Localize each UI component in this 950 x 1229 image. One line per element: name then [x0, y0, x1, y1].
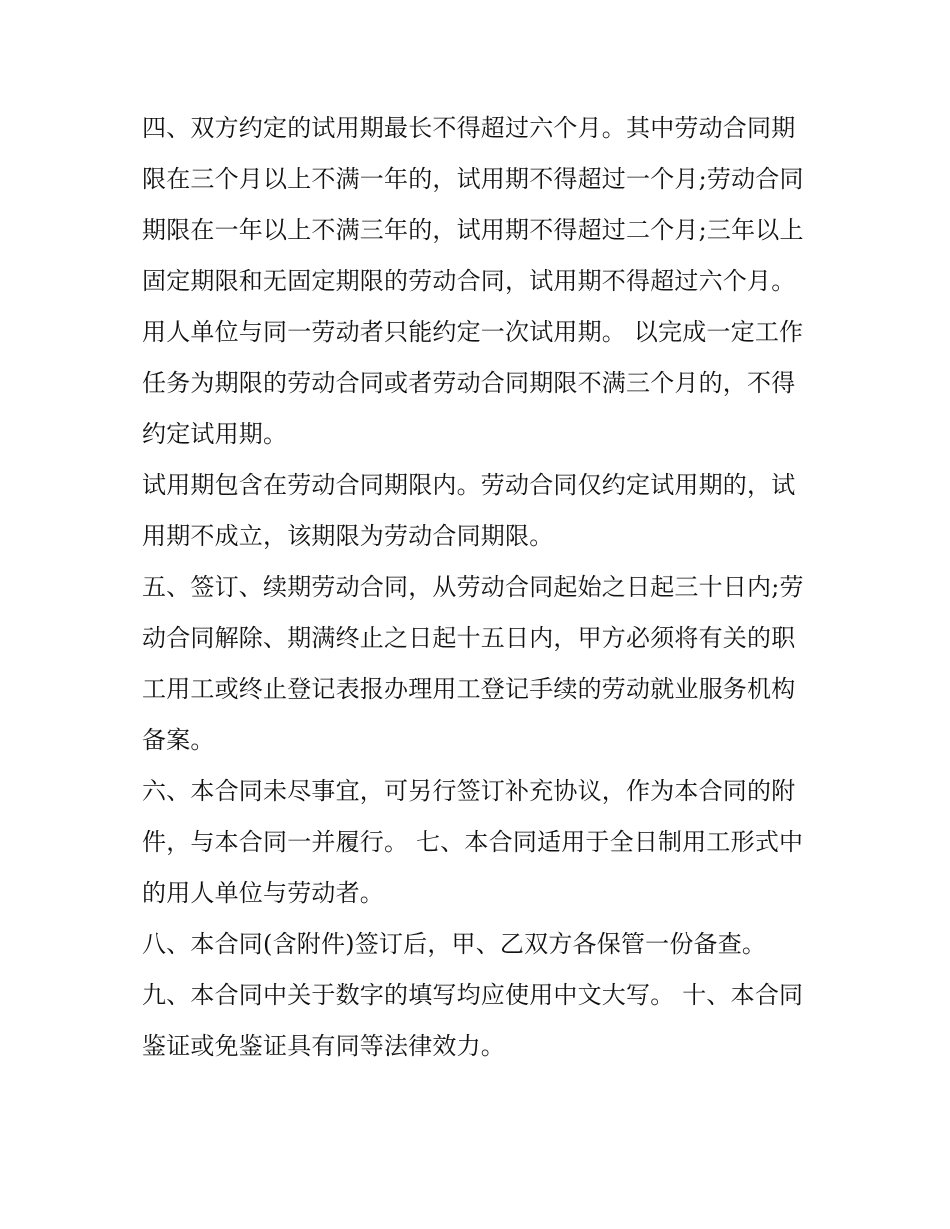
- paragraph-copies: 八、本合同(含附件)签订后，甲、乙双方各保管一份备查。: [142, 930, 767, 958]
- paragraph-supplementary: 六、本合同未尽事宜，可另行签订补充协议，作为本合同的附件，与本合同一并履行。 七、本合同适用于全日制用工形式中的用人单位与劳动者。: [142, 777, 804, 907]
- paragraph-numbers-validity: 九、本合同中关于数字的填写均应使用中文大写。 十、本合同鉴证或免鉴证具有同等法律效力。: [142, 981, 804, 1060]
- paragraph-probation-once: 用人单位与同一劳动者只能约定一次试用期。 以完成一定工作任务为期限的劳动合同或者劳动合同期限不满三个月的，不得约定试用期。: [142, 318, 804, 448]
- document-body: [142, 103, 814, 1072]
- paragraph-registration: 五、签订、续期劳动合同，从劳动合同起始之日起三十日内;劳动合同解除、期满终止之日起十五日内，甲方必须将有关的职工用工或终止登记表报办理用工登记手续的劳动就业服务机构备案。: [142, 573, 804, 754]
- paragraph-probation-included: 试用期包含在劳动合同期限内。劳动合同仅约定试用期的，试用期不成立，该期限为劳动合同期限。: [142, 471, 796, 550]
- paragraph-probation-max: 四、双方约定的试用期最长不得超过六个月。其中劳动合同期限在三个月以上不满一年的，试用期不得超过一个月;劳动合同期限在一年以上不满三年的，试用期不得超过二个月;三年以上固定期限和无固定期限的劳动合同，试用期不得超过六个月。: [142, 114, 804, 295]
